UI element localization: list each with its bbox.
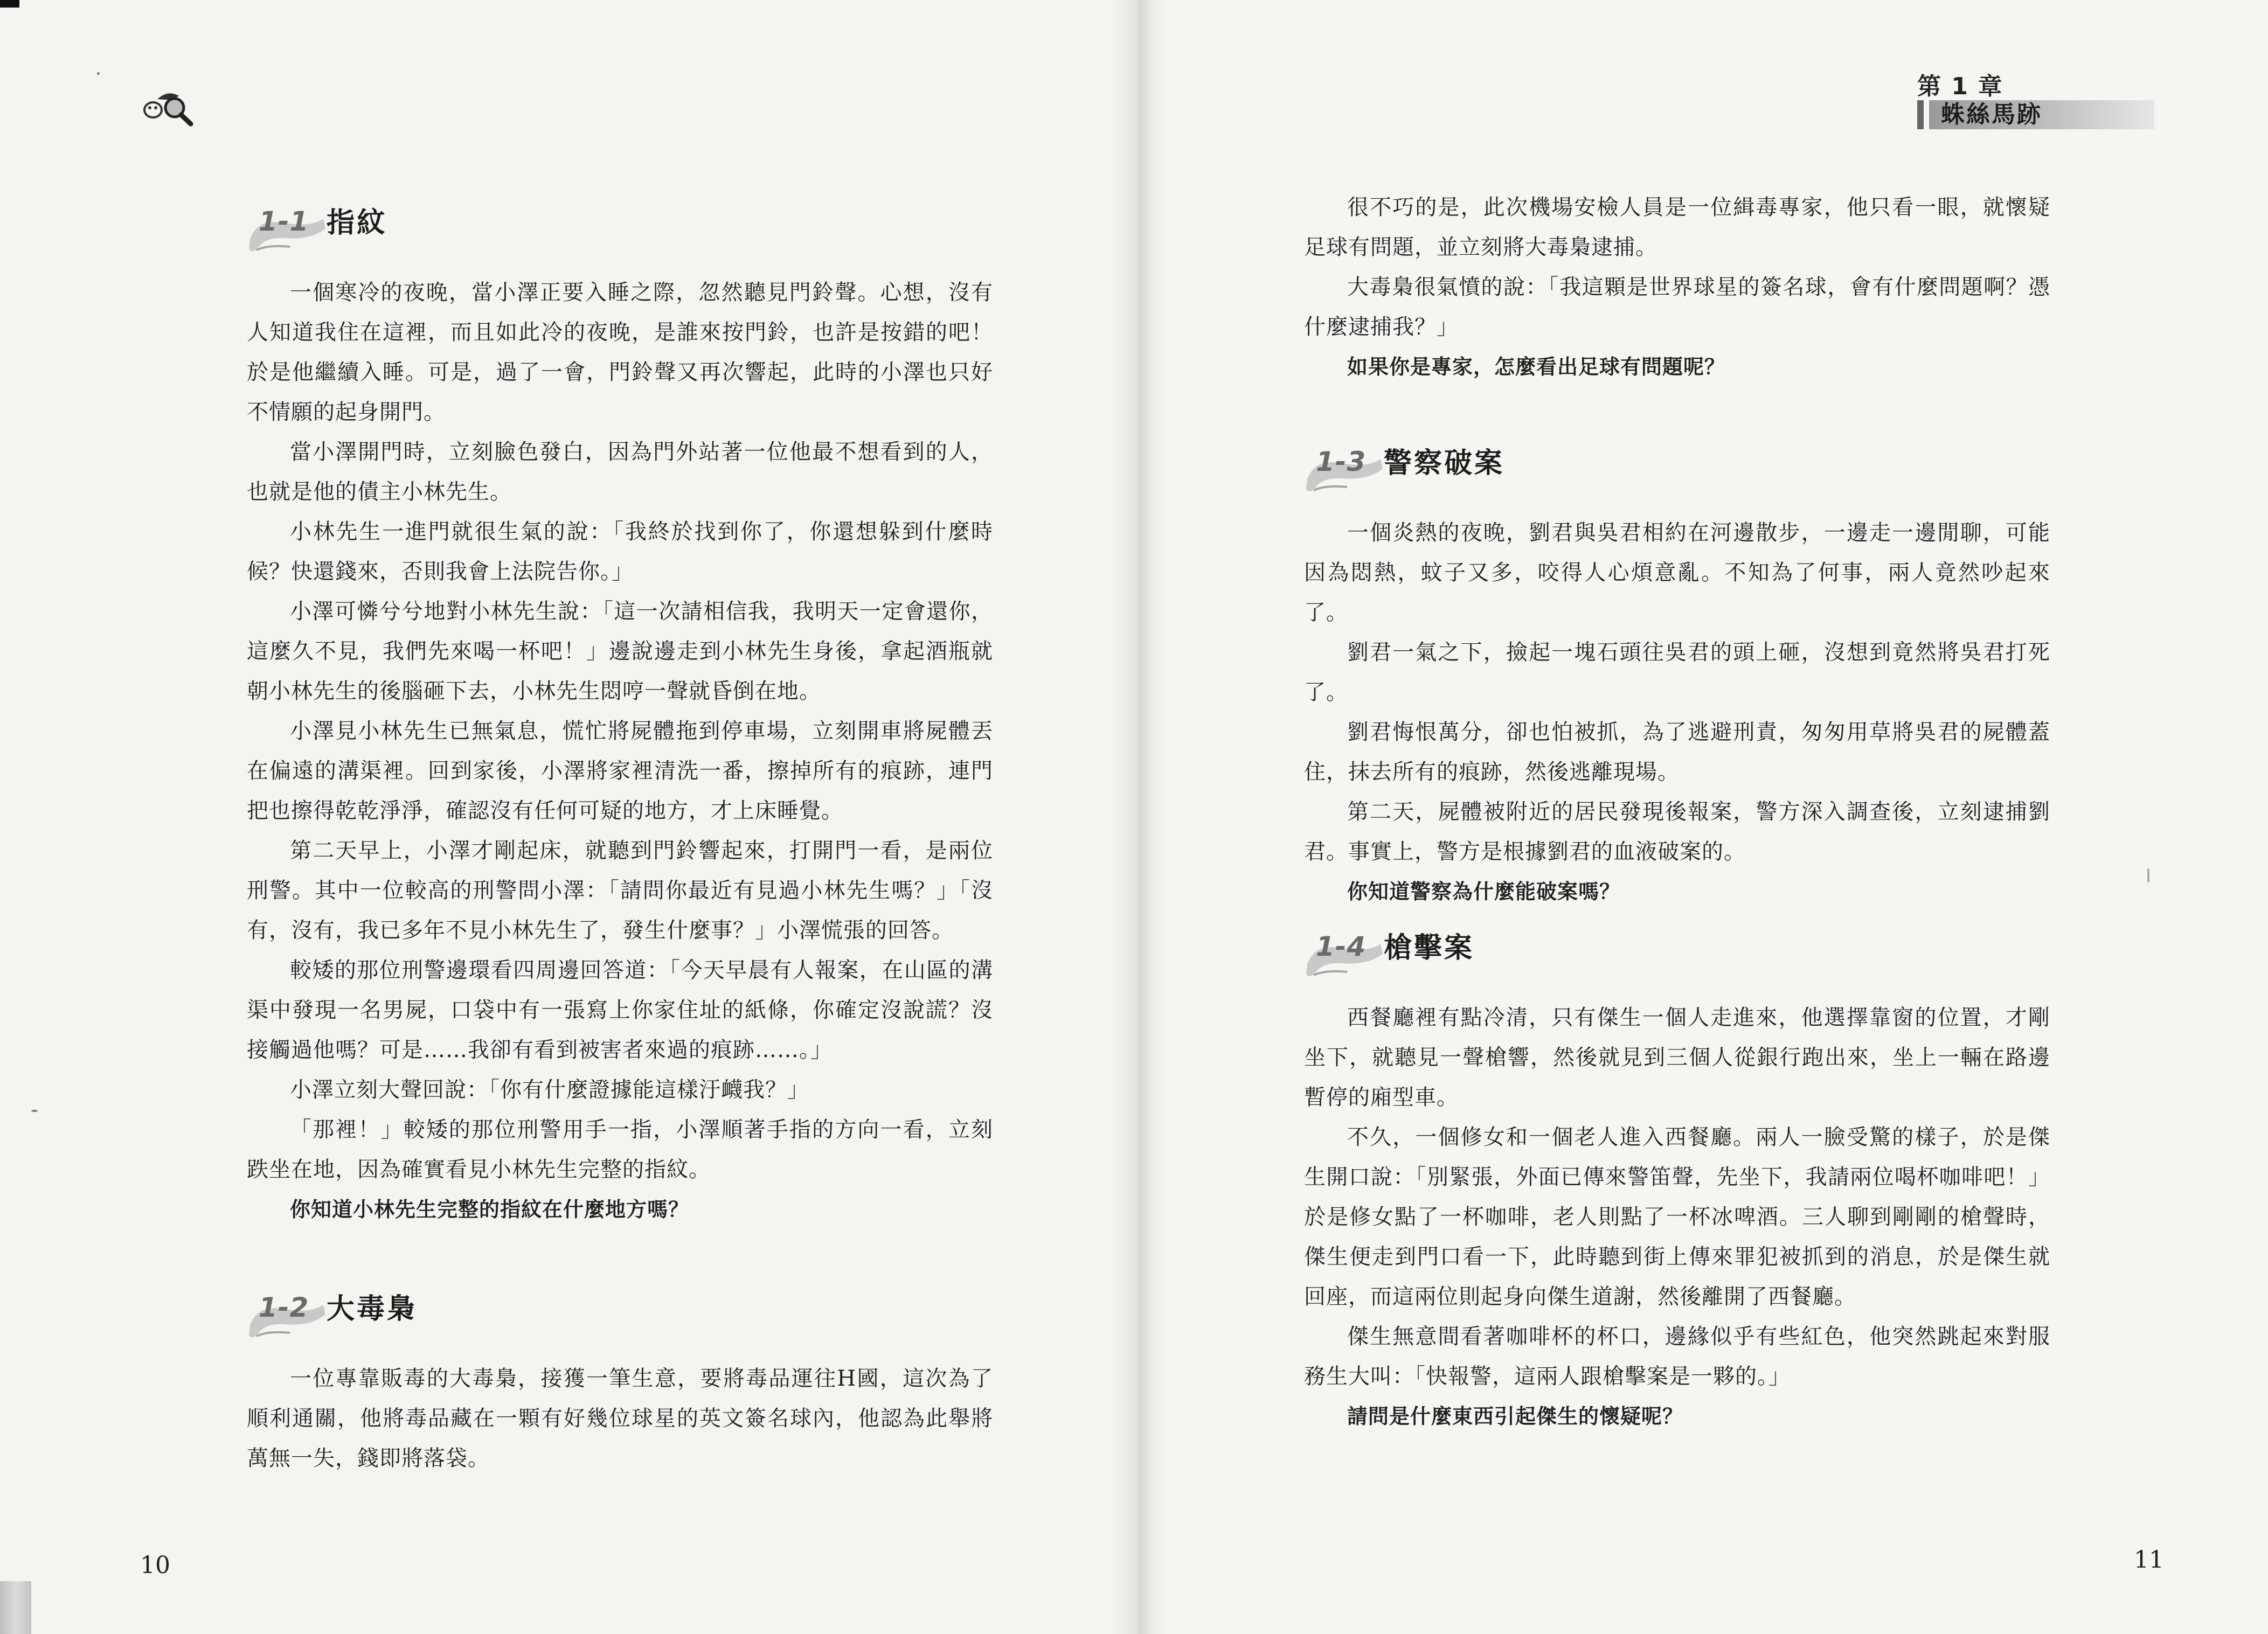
scan-speck bbox=[31, 1110, 38, 1112]
paragraph: 小林先生一進門就很生氣的說：「我終於找到你了，你還想躲到什麼時候？快還錢來，否則我會上法院告你。」 bbox=[247, 519, 993, 584]
paragraph: 很不巧的是，此次機場安檢人員是一位緝毒專家，他只看一眼，就懷疑足球有問題，並立刻將大毒梟逮捕。 bbox=[1304, 195, 2050, 260]
section-number: 1-3 bbox=[1316, 446, 1367, 477]
section-question: 請問是什麼東西引起傑生的懷疑呢？ bbox=[1347, 1404, 1684, 1428]
chapter-title: 蛛絲馬跡 bbox=[1941, 101, 2042, 128]
scan-edge-strip bbox=[0, 1581, 31, 1634]
section-body bbox=[1304, 998, 2050, 1436]
paragraph: 一個炎熱的夜晚，劉君與吳君相約在河邊散步，一邊走一邊閒聊，可能因為悶熱，蚊子又多，咬得人心煩意亂。不知為了何事，兩人竟然吵起來了。 bbox=[1304, 520, 2050, 625]
paragraph: 小澤可憐兮兮地對小林先生說：「這一次請相信我，我明天一定會還你，這麼久不見，我們先來喝一杯吧！」邊說邊走到小林先生身後，拿起酒瓶就朝小林先生的後腦砸下去，小林先生悶哼一聲就昏倒在地。 bbox=[247, 599, 993, 704]
section-number: 1-1 bbox=[259, 206, 309, 237]
section-body bbox=[1304, 513, 2050, 912]
section-question: 你知道警察為什麼能破案嗎？ bbox=[1347, 880, 1621, 903]
paragraph: 大毒梟很氣憤的說：「我這顆是世界球星的簽名球，會有什麼問題啊？憑什麼逮捕我？」 bbox=[1304, 275, 2050, 339]
paragraph: 西餐廳裡有點冷清，只有傑生一個人走進來，他選擇靠窗的位置，才剛坐下，就聽見一聲槍響，然後就見到三個人從銀行跑出來，坐上一輛在路邊暫停的廂型車。 bbox=[1304, 1005, 2050, 1110]
chapter-header bbox=[1917, 67, 2154, 131]
paragraph: 一個寒冷的夜晚，當小澤正要入睡之際，忽然聽見門鈴聲。心想，沒有人知道我住在這裡，而且如此冷的夜晚，是誰來按門鈴，也許是按錯的吧！於是他繼續入睡。可是，過了一會，門鈴聲又再次響起，此時的小澤也只好不情願的起身開門。 bbox=[247, 280, 993, 425]
section-header bbox=[1304, 927, 2050, 986]
section-header bbox=[247, 201, 993, 261]
section-title: 大毒梟 bbox=[327, 1293, 418, 1325]
section-question: 你知道小林先生完整的指紋在什麼地方嗎？ bbox=[290, 1198, 690, 1221]
scan-speck bbox=[2147, 868, 2149, 882]
detective-magnifier-icon bbox=[141, 88, 195, 127]
page-number-right: 11 bbox=[2134, 1546, 2164, 1574]
paragraph: 「那裡！」較矮的那位刑警用手一指，小澤順著手指的方向一看，立刻跌坐在地，因為確實看見小林先生完整的指紋。 bbox=[247, 1117, 993, 1182]
section-question: 如果你是專家，怎麼看出足球有問題呢？ bbox=[1347, 355, 1726, 379]
paragraph: 小澤見小林先生已無氣息，慌忙將屍體拖到停車場，立刻開車將屍體丟在偏遠的溝渠裡。回到家後，小澤將家裡清洗一番，擦掉所有的痕跡，連門把也擦得乾乾淨淨，確認沒有任何可疑的地方，才上床睡覺。 bbox=[247, 719, 993, 823]
paragraph: 劉君一氣之下，撿起一塊石頭往吳君的頭上砸，沒想到竟然將吳君打死了。 bbox=[1304, 640, 2050, 705]
paragraph: 第二天早上，小澤才剛起床，就聽到門鈴響起來，打開門一看，是兩位刑警。其中一位較高的刑警問小澤：「請問你最近有見過小林先生嗎？」「沒有，沒有，我已多年不見小林先生了，發生什麼事？」小澤慌張的回答。 bbox=[247, 838, 993, 943]
paragraph: 第二天，屍體被附近的居民發現後報案，警方深入調查後，立刻逮捕劉君。事實上，警方是根據劉君的血液破案的。 bbox=[1304, 799, 2050, 864]
section-1-3 bbox=[1304, 442, 2050, 912]
section-number: 1-2 bbox=[259, 1292, 309, 1323]
book-gutter bbox=[1110, 0, 1169, 1634]
page-number-left: 10 bbox=[140, 1552, 170, 1579]
section-1-2 bbox=[247, 1288, 993, 1478]
section-number: 1-4 bbox=[1316, 931, 1367, 962]
section-header bbox=[1304, 442, 2050, 501]
section-header bbox=[247, 1288, 993, 1347]
scan-edge-mark bbox=[0, 0, 19, 8]
section-body bbox=[247, 273, 993, 1229]
paragraph: 傑生無意間看著咖啡杯的杯口，邊緣似乎有些紅色，他突然跳起來對服務生大叫：「快報警，這兩人跟槍擊案是一夥的。」 bbox=[1304, 1324, 2050, 1389]
paragraph: 較矮的那位刑警邊環看四周邊回答道：「今天早晨有人報案，在山區的溝渠中發現一名男屍，口袋中有一張寫上你家住址的紙條，你確定沒說謊？沒接觸過他嗎？可是……我卻有看到被害者來過的痕跡……。」 bbox=[247, 958, 993, 1062]
chapter-number: 第 1 章 bbox=[1917, 73, 2003, 100]
paragraph: 小澤立刻大聲回說：「你有什麼證據能這樣汙衊我？」 bbox=[290, 1077, 809, 1102]
paragraph: 不久，一個修女和一個老人進入西餐廳。兩人一臉受驚的樣子，於是傑生開口說：「別緊張，外面已傳來警笛聲，先坐下，我請兩位喝杯咖啡吧！」於是修女點了一杯咖啡，老人則點了一杯冰啤酒。三人聊到剛剛的槍聲時，傑生便走到門口看一下，此時聽到街上傳來罪犯被抓到的消息，於是傑生就回座，而這兩位則起身向傑生道謝，然後離開了西餐廳。 bbox=[1304, 1125, 2050, 1309]
section-title: 槍擊案 bbox=[1384, 932, 1475, 964]
section-body bbox=[247, 1359, 993, 1478]
paragraph: 劉君悔恨萬分，卻也怕被抓，為了逃避刑責，匆匆用草將吳君的屍體蓋住，抹去所有的痕跡，然後逃離現場。 bbox=[1304, 720, 2050, 784]
paragraph: 當小澤開門時，立刻臉色發白，因為門外站著一位他最不想看到的人，也就是他的債主小林先生。 bbox=[247, 440, 993, 504]
paragraph: 一位專靠販毒的大毒梟，接獲一筆生意，要將毒品運往H國，這次為了順利通關，他將毒品藏在一顆有好幾位球星的英文簽名球內，他認為此舉將萬無一失，錢即將落袋。 bbox=[247, 1366, 993, 1471]
chapter-bar bbox=[1917, 100, 1924, 129]
section-title: 指紋 bbox=[327, 207, 387, 239]
section-title: 警察破案 bbox=[1384, 447, 1505, 479]
scan-speck bbox=[97, 72, 100, 75]
section-1-1 bbox=[247, 201, 993, 1229]
section-1-4 bbox=[1304, 927, 2050, 1436]
section-1-2-continued bbox=[1304, 187, 2050, 387]
